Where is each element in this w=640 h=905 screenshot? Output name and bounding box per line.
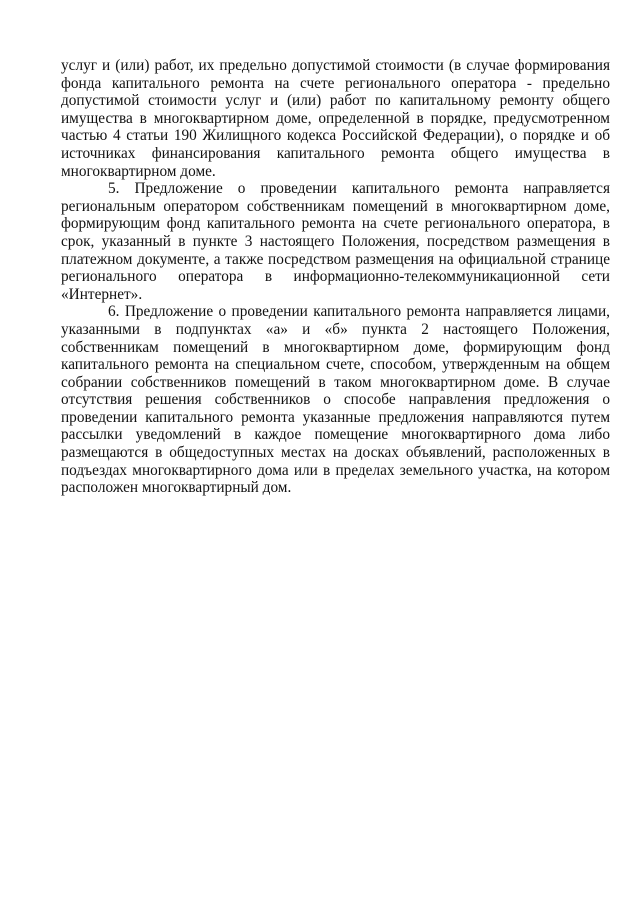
paragraph-continuation: услуг и (или) работ, их предельно допустимой стоимости (в случае формирования фонда капитального ремонта на счете регионального оператора - предельно допустимой стоимости услуг и (или) работ по капитальному ремонту общего имущества в многоквартирном доме, определенной в порядке, предусмотренном частью 4 статьи 190 Жилищного кодекса Российской Федерации), о порядке и об источниках финансирования капитального ремонта общего имущества в многоквартирном доме.: [61, 57, 610, 180]
document-page: [61, 57, 610, 497]
paragraph-item-6: 6. Предложение о проведении капитального ремонта направляется лицами, указанными в подпунктах «а» и «б» пункта 2 настоящего Положения, собственникам помещений в многоквартирном доме, формирующим фонд капитального ремонта на специальном счете, способом, утвержденным на общем собрании собственников помещений в таком многоквартирном доме. В случае отсутствия решения собственников о способе направления предложения о проведении капитального ремонта указанные предложения направляются путем рассылки уведомлений в каждое помещение многоквартирного дома либо размещаются в общедоступных местах на досках объявлений, расположенных в подъездах многоквартирного дома или в пределах земельного участка, на котором расположен многоквартирный дом.: [61, 303, 610, 497]
paragraph-item-5: 5. Предложение о проведении капитального ремонта направляется региональным оператором собственникам помещений в многоквартирном доме, формирующим фонд капитального ремонта на счете регионального оператора, в срок, указанный в пункте 3 настоящего Положения, посредством размещения в платежном документе, а также посредством размещения на официальной странице регионального оператора в информационно-телекоммуникационной сети «Интернет».: [61, 180, 610, 303]
